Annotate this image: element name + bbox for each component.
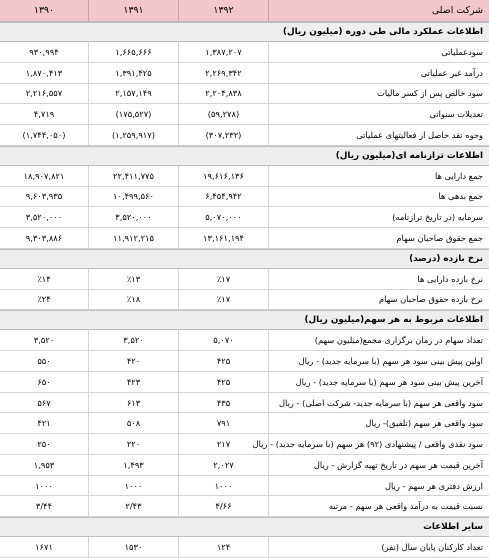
value-1391: (۱,۲۵۹,۹۱۷) xyxy=(89,125,179,145)
row-label: ارزش دفتری هر سهم - ریال xyxy=(385,480,483,491)
section-header xyxy=(0,517,489,537)
table-row xyxy=(0,413,489,434)
value-1390: ۳/۴۴ xyxy=(0,496,89,516)
value-1390: ۴,۷۱۹ xyxy=(0,104,89,124)
value-1391: ۴۲۳ xyxy=(89,372,179,392)
row-label: سرمایه (در تاریخ ترازنامه) xyxy=(392,212,483,223)
table-row xyxy=(0,207,489,228)
value-1392: ۴۲۵ xyxy=(179,351,269,371)
value-1391: ۱۵۳۰ xyxy=(89,537,179,557)
value-1392: ٪۱۷ xyxy=(179,269,269,289)
value-1390: ۳,۵۲۰,۰۰۰ xyxy=(0,207,89,227)
value-1392: ۵,۰۷۰,۰۰۰ xyxy=(179,207,269,227)
value-1390: ۱۸,۹۰۷,۸۲۱ xyxy=(0,166,89,186)
value-1392: ۲,۰۲۷ xyxy=(179,455,269,475)
row-label: تعداد کارکنان پایان سال (نفر) xyxy=(381,542,483,553)
row-label: تعدیلات سنواتی xyxy=(429,109,483,120)
table-row xyxy=(0,455,489,476)
header-year-1391: ۱۳۹۱ xyxy=(89,0,179,21)
value-1390: ۶۵۰ xyxy=(0,372,89,392)
value-1391: (۱۷۵,۵۲۷) xyxy=(89,104,179,124)
section-header xyxy=(0,310,489,330)
value-1392: ۲۱۷ xyxy=(179,434,269,454)
value-1391: ٪۱۸ xyxy=(89,290,179,310)
table-row xyxy=(0,537,489,558)
value-1391: ۴۲۰ xyxy=(89,351,179,371)
row-label: سودعملیاتی xyxy=(441,46,483,57)
value-1390: ۹۳۰,۹۹۴ xyxy=(0,42,89,62)
value-1390: ۱,۹۵۳ xyxy=(0,455,89,475)
section-header xyxy=(0,249,489,269)
section-header xyxy=(0,22,489,42)
value-1392: ۱,۳۸۷,۲۰۷ xyxy=(179,42,269,62)
value-1391: ۱,۴۹۳ xyxy=(89,455,179,475)
value-1390: ۴۲۱ xyxy=(0,413,89,433)
row-label: نرخ بازده حقوق صاحبان سهام xyxy=(379,294,483,305)
value-1390: ۲,۲۱۶,۵۵۷ xyxy=(0,84,89,104)
table-row xyxy=(0,84,489,105)
value-1391: ۲/۴۳ xyxy=(89,496,179,516)
row-label: نسبت قیمت به درآمد واقعی هر سهم - مرتبه xyxy=(328,501,483,512)
value-1390: ۹,۳۰۳,۸۸۶ xyxy=(0,228,89,248)
row-label: جمع بدهی ها xyxy=(438,191,483,202)
section-title: اطلاعات مربوط به هر سهم(میلیون ریال) xyxy=(304,315,483,326)
value-1392: ۴/۶۶ xyxy=(179,496,269,516)
table-header xyxy=(0,0,489,22)
row-label: سود خالص پس از کسر مالیات xyxy=(377,88,483,99)
value-1392: ۲,۲۶۹,۳۴۲ xyxy=(179,63,269,83)
value-1392: ۲,۲۰۴,۸۳۸ xyxy=(179,84,269,104)
value-1392: (۳۰۷,۲۳۲) xyxy=(179,125,269,145)
section-title: سایر اطلاعات xyxy=(423,522,483,533)
section-title: اطلاعات عملکرد مالی طی دوره (میلیون ریال) xyxy=(282,27,483,37)
row-label: جمع دارایی ها xyxy=(434,170,483,181)
header-company: شرکت اصلی xyxy=(431,5,483,16)
value-1392: ۱۲۴ xyxy=(179,537,269,557)
value-1390: ۹,۶۰۳,۹۳۵ xyxy=(0,187,89,207)
table-row xyxy=(0,187,489,208)
value-1392: ۷۹۱ xyxy=(179,413,269,433)
row-label: اولین پیش بینی سود هر سهم (با سرمایه جدید) - ریال xyxy=(298,356,483,367)
value-1390: ٪۲۴ xyxy=(0,290,89,310)
section-header xyxy=(0,146,489,166)
table-row xyxy=(0,166,489,187)
header-year-1390: ۱۳۹۰ xyxy=(0,0,89,21)
value-1391: ۲۲۰ xyxy=(89,434,179,454)
row-label: آخرین قیمت هر سهم در تاریخ تهیه گزارش - ریال xyxy=(313,459,483,470)
row-label: سود نقدی واقعی / پیشنهادی (۹۲) هر سهم (با سرمایه جدید) - ریال xyxy=(252,439,483,450)
value-1392: ۴۲۵ xyxy=(179,372,269,392)
table-row xyxy=(0,330,489,351)
table-row xyxy=(0,393,489,414)
value-1390: ۱,۸۷۰,۴۱۳ xyxy=(0,63,89,83)
value-1391: ۵۰۸ xyxy=(89,413,179,433)
table-row xyxy=(0,228,489,249)
value-1390: ۵۶۷ xyxy=(0,393,89,413)
table-row xyxy=(0,125,489,146)
value-1392: ۱۰۰۰ xyxy=(179,476,269,496)
value-1390: ۱۰۰۰ xyxy=(0,476,89,496)
row-label: وجوه نقد حاصل از فعالیتهای عملیاتی xyxy=(356,129,483,140)
row-label: درآمد غیر عملیاتی xyxy=(420,67,483,78)
value-1391: ۳,۵۲۰ xyxy=(89,330,179,350)
header-year-1392: ۱۳۹۲ xyxy=(179,0,269,21)
table-row xyxy=(0,42,489,63)
section-title: اطلاعات ترازنامه ای(میلیون ریال) xyxy=(335,150,483,161)
value-1391: ۱۰,۴۹۹,۵۶۰ xyxy=(89,187,179,207)
value-1391: ٪۱۳ xyxy=(89,269,179,289)
value-1390: (۱,۷۴۴,۰۵۰) xyxy=(0,125,89,145)
value-1392: ۴۳۵ xyxy=(179,393,269,413)
row-label: سود واقعی هر سهم (با سرمایه جدید- شرکت اصلی) - ریال xyxy=(279,397,483,408)
value-1392: ٪۱۷ xyxy=(179,290,269,310)
value-1391: ۱۰۰۰ xyxy=(89,476,179,496)
value-1391: ۲,۱۵۷,۱۴۹ xyxy=(89,84,179,104)
table-row xyxy=(0,104,489,125)
row-label: جمع حقوق صاحبان سهام xyxy=(396,232,483,243)
value-1392: ۱۹,۶۱۶,۱۳۶ xyxy=(179,166,269,186)
value-1392: ۵,۰۷۰ xyxy=(179,330,269,350)
value-1390: ۱۶۷۱ xyxy=(0,537,89,557)
table-row xyxy=(0,351,489,372)
row-label: نرخ بازده دارایی ها xyxy=(417,273,483,284)
value-1392: (۵۹,۲۷۸) xyxy=(179,104,269,124)
value-1391: ۶۱۳ xyxy=(89,393,179,413)
value-1391: ۱۱,۹۱۲,۲۱۵ xyxy=(89,228,179,248)
value-1391: ۲۲,۴۱۱,۷۷۵ xyxy=(89,166,179,186)
section-title: نرخ بازده (درصد) xyxy=(409,253,483,264)
table-row xyxy=(0,496,489,517)
row-label: تعداد سهام در زمان برگزاری مجمع(میلیون سهم) xyxy=(314,335,483,346)
value-1391: ۱,۶۶۵,۶۶۶ xyxy=(89,42,179,62)
row-label: آخرین پیش بینی سود هر سهم (با سرمایه جدید) - ریال xyxy=(295,376,483,387)
row-label: سود واقعی هر سهم (تلفیق)- ریال xyxy=(365,418,483,429)
value-1391: ۳,۵۲۰,۰۰۰ xyxy=(89,207,179,227)
table-row xyxy=(0,476,489,497)
value-1390: ۲۵۰ xyxy=(0,434,89,454)
value-1390: ۵۵۰ xyxy=(0,351,89,371)
value-1391: ۱,۳۹۱,۴۲۵ xyxy=(89,63,179,83)
value-1390: ۳,۵۲۰ xyxy=(0,330,89,350)
table-row xyxy=(0,269,489,290)
table-row xyxy=(0,290,489,311)
table-row xyxy=(0,434,489,455)
table-row xyxy=(0,372,489,393)
value-1392: ۱۳,۱۶۱,۱۹۴ xyxy=(179,228,269,248)
value-1392: ۶,۴۵۴,۹۴۲ xyxy=(179,187,269,207)
value-1390: ٪۱۴ xyxy=(0,269,89,289)
table-row xyxy=(0,63,489,84)
